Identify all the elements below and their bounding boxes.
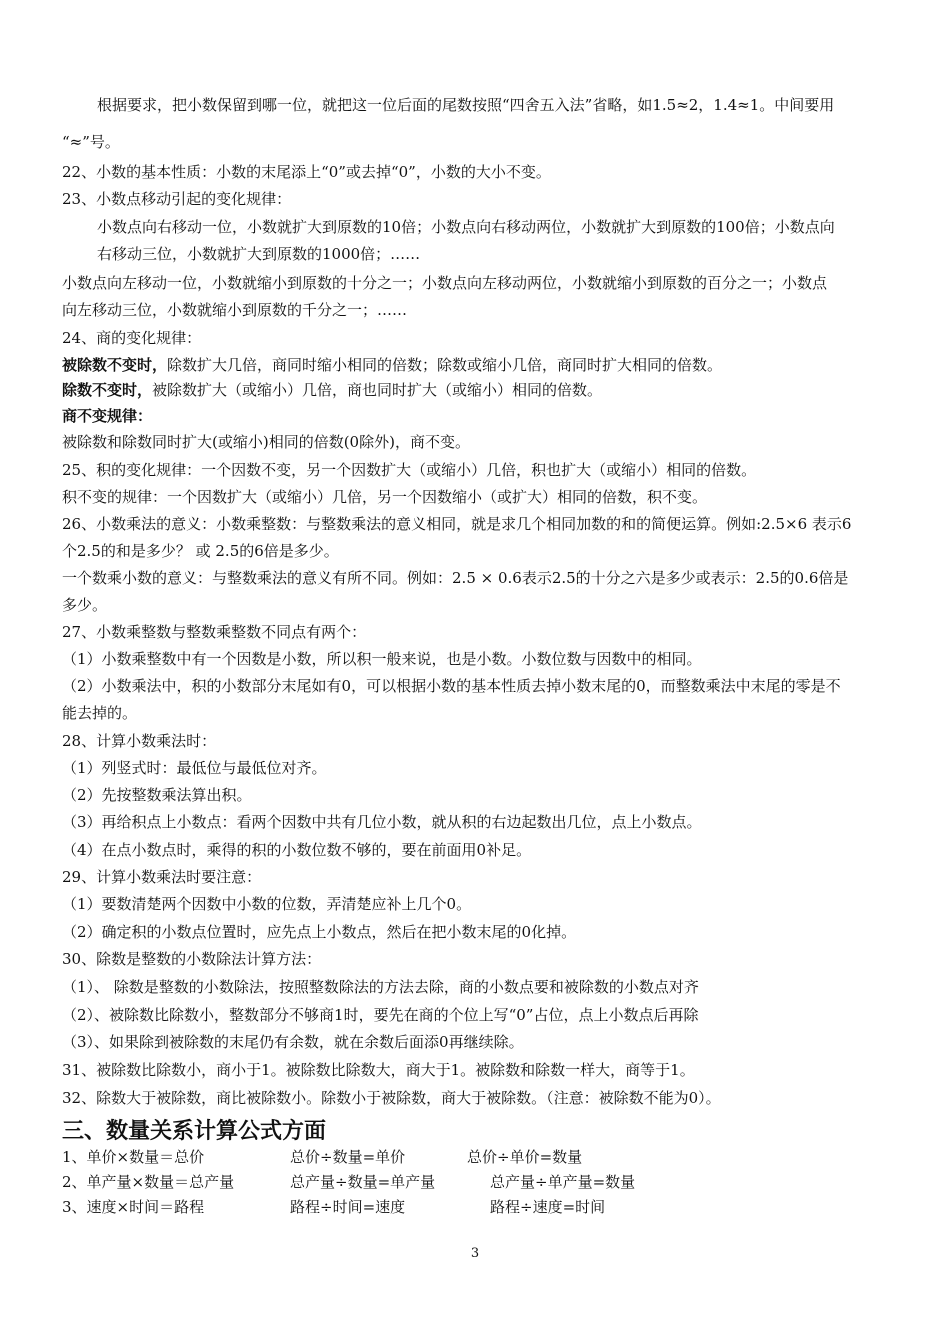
item-26-3: 一个数乘小数的意义：与整数乘法的意义有所不同。例如：2.5 × 0.6表示2.5的十分之六是多少或表示：2.5的0.6倍是	[62, 569, 849, 587]
formula-cell: 2、单产量×数量＝总产量	[62, 1173, 235, 1191]
item-26-1: 26、小数乘法的意义：小数乘整数：与整数乘法的意义相同，就是求几个相同加数的和的简便运算。例如:2.5×6 表示6	[62, 515, 852, 533]
item-23-left-2: 向左移动三位，小数就缩小到原数的千分之一；……	[62, 301, 408, 319]
item-23-right-2: 右移动三位，小数就扩大到原数的1000倍；……	[97, 245, 421, 263]
item-30-2: （2）、被除数比除数小，整数部分不够商1时，要先在商的个位上写“0”占位，点上小数点后再除	[62, 1006, 699, 1024]
item-24-quotient-rule: 被除数和除数同时扩大(或缩小)相同的倍数(0除外)，商不变。	[62, 433, 470, 451]
item-27-heading: 27、小数乘整数与整数乘整数不同点有两个：	[62, 623, 367, 641]
item-28-1: （1）列竖式时：最低位与最低位对齐。	[62, 759, 327, 777]
item-22: 22、小数的基本性质：小数的末尾添上“0”或去掉“0”，小数的大小不变。	[62, 163, 551, 181]
paragraph-rounding: 根据要求，把小数保留到哪一位，就把这一位后面的尾数按照“四舍五入法”省略，如1.5≈2，1.4≈1。中间要用	[97, 96, 835, 114]
item-25: 25、积的变化规律：一个因数不变，另一个因数扩大（或缩小）几倍，积也扩大（或缩小）相同的倍数。	[62, 461, 757, 479]
rule-text: 除数扩大几倍，商同时缩小相同的倍数；除数或缩小几倍，商同时扩大相同的倍数。	[167, 356, 723, 374]
item-23-left-1: 小数点向左移动一位，小数就缩小到原数的十分之一；小数点向左移动两位，小数就缩小到原数的百分之一；小数点	[62, 274, 828, 292]
section-title: 三、数量关系计算公式方面	[62, 1119, 327, 1144]
bold-label-divisor-fixed: 除数不变时，	[62, 381, 153, 399]
item-28-2: （2）先按整数乘法算出积。	[62, 786, 252, 804]
page-number: 3	[470, 1246, 480, 1261]
item-29-heading: 29、计算小数乘法时要注意：	[62, 868, 262, 886]
formula-cell: 总价÷单价=数量	[467, 1148, 583, 1166]
item-24-quotient-heading: 商不变规律：	[62, 407, 153, 425]
item-23-heading: 23、小数点移动引起的变化规律：	[62, 190, 292, 208]
item-24-rule-1	[62, 352, 908, 379]
item-26-2: 个2.5的和是多少？ 或 2.5的6倍是多少。	[62, 542, 339, 560]
item-26-4: 多少。	[62, 596, 108, 614]
formula-cell: 总产量÷单产量=数量	[490, 1173, 636, 1191]
item-30-1: （1）、 除数是整数的小数除法，按照整数除法的方法去除，商的小数点要和被除数的小数点对齐	[62, 978, 699, 996]
item-29-1: （1）要数清楚两个因数中小数的位数，弄清楚应补上几个0。	[62, 895, 472, 913]
bold-label-dividend-fixed: 被除数不变时，	[62, 356, 168, 374]
item-27-2: （2）小数乘法中，积的小数部分末尾如有0，可以根据小数的基本性质去掉小数末尾的0，而整数乘法中末尾的零是不	[62, 677, 841, 695]
formula-cell: 总价÷数量=单价	[290, 1148, 406, 1166]
formula-cell: 路程÷时间=速度	[290, 1198, 406, 1216]
item-27-1: （1）小数乘整数中有一个因数是小数，所以积一般来说，也是小数。小数位数与因数中的相同。	[62, 650, 702, 668]
item-29-2: （2）确定积的小数点位置时，应先点上小数点，然后在把小数末尾的0化掉。	[62, 923, 577, 941]
item-30-3: （3）、如果除到被除数的末尾仍有余数，就在余数后面添0再继续除。	[62, 1033, 524, 1051]
paragraph-rounding-cont: “≈”号。	[62, 133, 120, 151]
item-28-3: （3）再给积点上小数点：看两个因数中共有几位小数，就从积的右边起数出几位，点上小数点。	[62, 813, 702, 831]
rule-text: 被除数扩大（或缩小）几倍，商也同时扩大（或缩小）相同的倍数。	[152, 381, 603, 399]
formula-cell: 总产量÷数量=单产量	[290, 1173, 436, 1191]
item-31: 31、被除数比除数小，商小于1。被除数比除数大，商大于1。被除数和除数一样大，商等于1。	[62, 1061, 695, 1079]
formula-cell: 1、单价×数量＝总价	[62, 1148, 205, 1166]
formula-cell: 路程÷速度=时间	[490, 1198, 606, 1216]
item-28-4: （4）在点小数点时，乘得的积的小数位数不够的，要在前面用0补足。	[62, 841, 532, 859]
item-24-heading: 24、商的变化规律：	[62, 329, 202, 347]
item-24-rule-2	[62, 377, 908, 404]
item-32: 32、除数大于被除数，商比被除数小。除数小于被除数，商大于被除数。（注意：被除数不能为0）。	[62, 1089, 721, 1107]
item-27-2-cont: 能去掉的。	[62, 704, 138, 722]
item-30-heading: 30、除数是整数的小数除法计算方法：	[62, 950, 322, 968]
formula-cell: 3、速度×时间＝路程	[62, 1198, 205, 1216]
item-28-heading: 28、计算小数乘法时：	[62, 732, 217, 750]
item-25-product-rule: 积不变的规律：一个因数扩大（或缩小）几倍，另一个因数缩小（或扩大）相同的倍数，积不变。	[62, 488, 708, 506]
item-23-right-1: 小数点向右移动一位，小数就扩大到原数的10倍；小数点向右移动两位，小数就扩大到原数的100倍；小数点向	[97, 218, 835, 236]
